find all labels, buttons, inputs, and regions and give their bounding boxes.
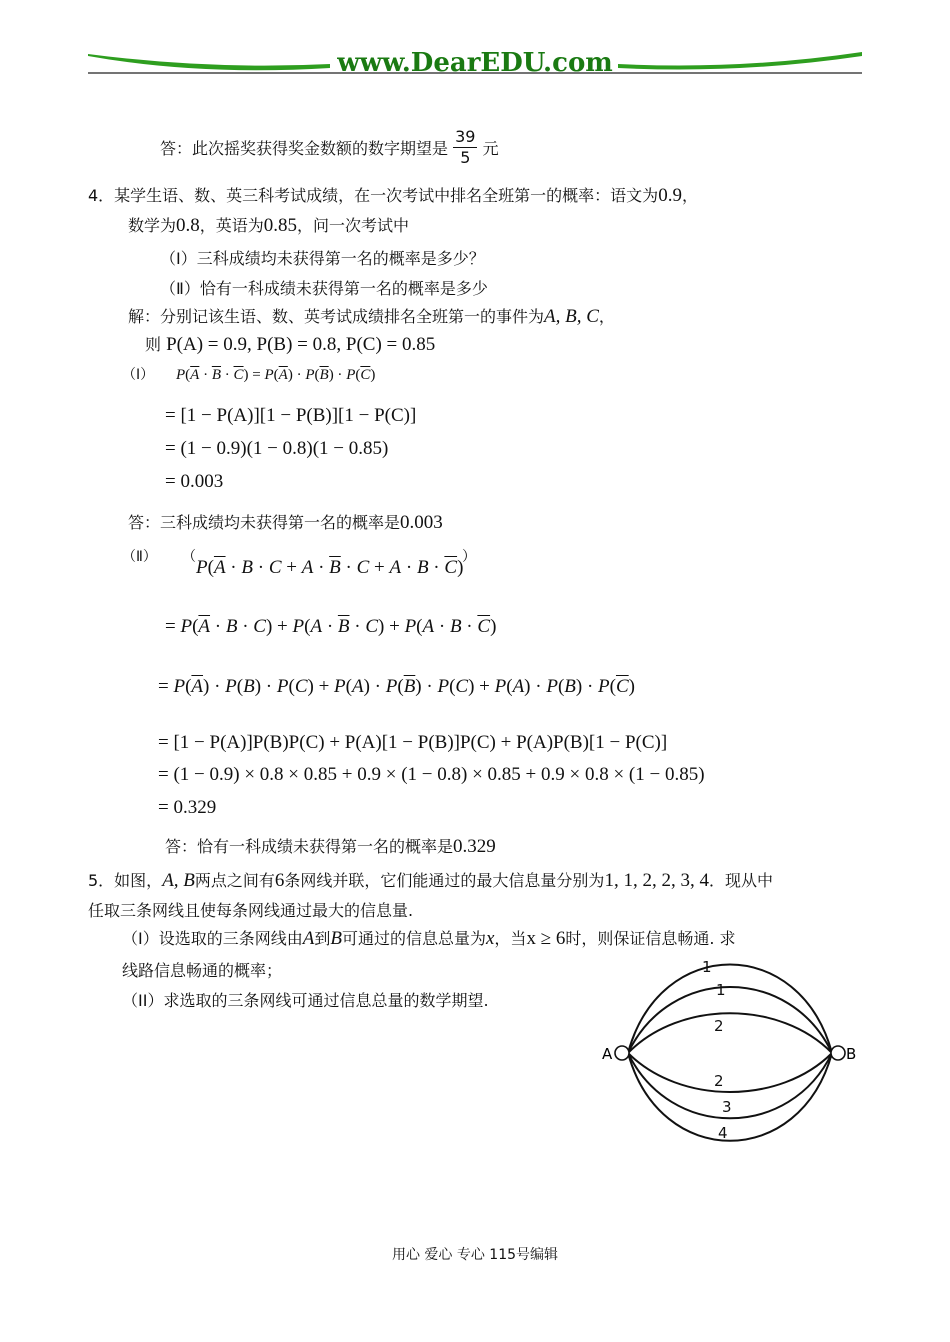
q5-p1-x: x <box>485 928 495 949</box>
header-banner <box>80 40 870 80</box>
q4-then-label: 则 <box>145 335 162 354</box>
q4-comma: ， <box>681 186 698 205</box>
q4-val-math: 0.8 <box>176 215 200 236</box>
wire-label-3: 2 <box>714 1017 724 1035</box>
q5-part1-line1 <box>122 926 736 950</box>
q4-ii-step4: = (1 − 0.9) × 0.8 × 0.85 + 0.9 × (1 − 0.8) × 0.85 + 0.9 × 0.8 × (1 − 0.85) <box>158 764 705 785</box>
q4-ii-step2: = $P(\overline{A}) \cdot P(B) \cdot P(C) + P(A) \cdot P(\overline{B}) \cdot P(C) + P(A) \cdot P(B) \cdot P(\overline{C})$ <box>158 676 635 697</box>
q4-part1: （Ⅰ）三科成绩均未获得第一名的概率是多少？ <box>160 249 485 268</box>
prev-answer-fraction <box>453 127 477 168</box>
page-footer: 用心 爱心 专心 115号编辑 <box>391 1247 559 1263</box>
q5-line2: 任取三条网线且使每条网线通过最大的信息量. <box>88 901 414 920</box>
q5-points: A, B <box>162 870 195 891</box>
q4-answer-ii-text: 答：恰有一科成绩未获得第一名的概率是 <box>165 837 454 856</box>
q4-intro-line1 <box>88 183 698 207</box>
q5-p1-text: （I）设选取的三条网线由 <box>122 929 303 948</box>
q4-solution-text: 解：分别记该生语、数、英考试成绩排名全班第一的事件为 <box>128 307 545 326</box>
q5-values: 1, 1, 2, 2, 3, 4 <box>604 870 709 891</box>
header-right-swoosh <box>618 52 862 70</box>
q4-then-math: P(A) = 0.9, P(B) = 0.8, P(C) = 0.85 <box>166 334 436 355</box>
q5-p1-A: A <box>302 928 315 949</box>
q5-line1 <box>88 868 773 892</box>
q5-p1-total: 可通过的信息总量为 <box>341 929 486 948</box>
q5-p1-tail: 时，则保证信息畅通. 求 <box>565 929 736 948</box>
q5-part1-line2: 线路信息畅通的概率； <box>122 961 283 980</box>
prev-answer-unit: 元 <box>482 139 499 158</box>
q5-tail: ．现从中 <box>708 871 773 890</box>
q4-label-i: （Ⅰ） <box>122 367 155 383</box>
q4-intro-text: 4．某学生语、数、英三科考试成绩，在一次考试中排名全班第一的概率：语文为 <box>88 186 659 205</box>
q5-p1-B: B <box>330 928 342 949</box>
wire-1 <box>628 965 832 1054</box>
q4-ii-step1: = $P(\overline{A} \cdot B \cdot C) + P(A \cdot \overline{B} \cdot C) + P(A \cdot B \cdot \overline{C})$ <box>165 616 497 637</box>
network-diagram <box>590 955 870 1145</box>
q5-p1-when: ，当 <box>494 929 527 948</box>
q5-count: 6 <box>274 870 285 891</box>
q5-desc: 条网线并联，它们能通过的最大信息量分别为 <box>284 871 605 890</box>
fraction-denominator: 5 <box>460 148 471 167</box>
q4-i-step2: = (1 − 0.9)(1 − 0.8)(1 − 0.85) <box>165 438 389 459</box>
wire-label-6: 4 <box>718 1124 728 1142</box>
q4-answer-i-text: 答：三科成绩均未获得第一名的概率是 <box>128 513 401 532</box>
q4-paren-open: （ <box>182 549 196 565</box>
q5-between: 两点之间有 <box>194 871 275 890</box>
q4-val-english: 0.85 <box>263 215 298 236</box>
q4-answer-ii <box>165 834 496 858</box>
wire-label-1: 1 <box>702 958 712 976</box>
q4-then <box>145 332 435 356</box>
prev-answer-text: 答：此次摇奖获得奖金数额的数字期望是 <box>160 139 449 158</box>
wire-3 <box>628 1013 832 1053</box>
q4-paren-close: ） <box>462 549 476 565</box>
node-b-circle <box>831 1046 845 1060</box>
q4-solution <box>128 304 615 328</box>
q4-ii-step3: = [1 − P(A)]P(B)P(C) + P(A)[1 − P(B)]P(C) + P(A)P(B)[1 − P(C)] <box>158 732 668 753</box>
q5-p1-to: 到 <box>314 929 331 948</box>
wire-label-5: 3 <box>722 1098 732 1116</box>
q4-i-step3: = 0.003 <box>165 471 224 492</box>
node-b-label: B <box>846 1045 857 1063</box>
q4-answer-ii-value: 0.329 <box>453 836 496 857</box>
q4-answer-i <box>128 510 443 534</box>
q4-math-label: 数学为 <box>128 216 177 235</box>
q4-label-ii: （Ⅱ） <box>122 549 157 565</box>
header-site-name: www.DearEDU.com <box>337 48 613 78</box>
prev-answer <box>160 127 499 168</box>
node-a-circle <box>615 1046 629 1060</box>
q5-p1-condition: x ≥ 6 <box>526 928 566 949</box>
q4-i-step1: = [1 − P(A)][1 − P(B)][1 − P(C)] <box>165 405 417 426</box>
q4-answer-i-value: 0.003 <box>400 512 443 533</box>
wire-6 <box>628 1053 832 1141</box>
wire-label-2: 1 <box>716 981 726 999</box>
q4-val-chinese: 0.9 <box>658 185 682 206</box>
header-left-swoosh <box>88 54 330 70</box>
q4-solution-comma: ， <box>598 307 615 326</box>
q4-solution-events: A, B, C <box>544 306 599 327</box>
wire-4 <box>628 1053 832 1092</box>
fraction-numerator: 39 <box>455 127 476 146</box>
q5-part2: （II）求选取的三条网线可通过信息总量的数学期望. <box>122 991 489 1010</box>
wire-label-4: 2 <box>714 1072 724 1090</box>
q4-i-formula: $P(\overline{A} \cdot \overline{B} \cdot \overline{C}) = P(\overline{A}) \cdot P(\overline{B}) \cdot P(\overline{C})$ <box>176 367 376 383</box>
q5-intro: 5．如图， <box>88 871 163 890</box>
q4-question-tail: ，问一次考试中 <box>297 216 410 235</box>
node-a-label: A <box>602 1045 613 1063</box>
q4-ii-step5: = 0.329 <box>158 797 217 818</box>
q4-intro-line2 <box>128 213 409 237</box>
q4-ii-formula: $P(\overline{A} \cdot B \cdot C + A \cdot \overline{B} \cdot C + A \cdot B \cdot \overline{C})$ <box>196 557 464 578</box>
q4-part2: （Ⅱ）恰有一科成绩未获得第一名的概率是多少 <box>160 279 488 298</box>
q4-english-label: ，英语为 <box>199 216 264 235</box>
